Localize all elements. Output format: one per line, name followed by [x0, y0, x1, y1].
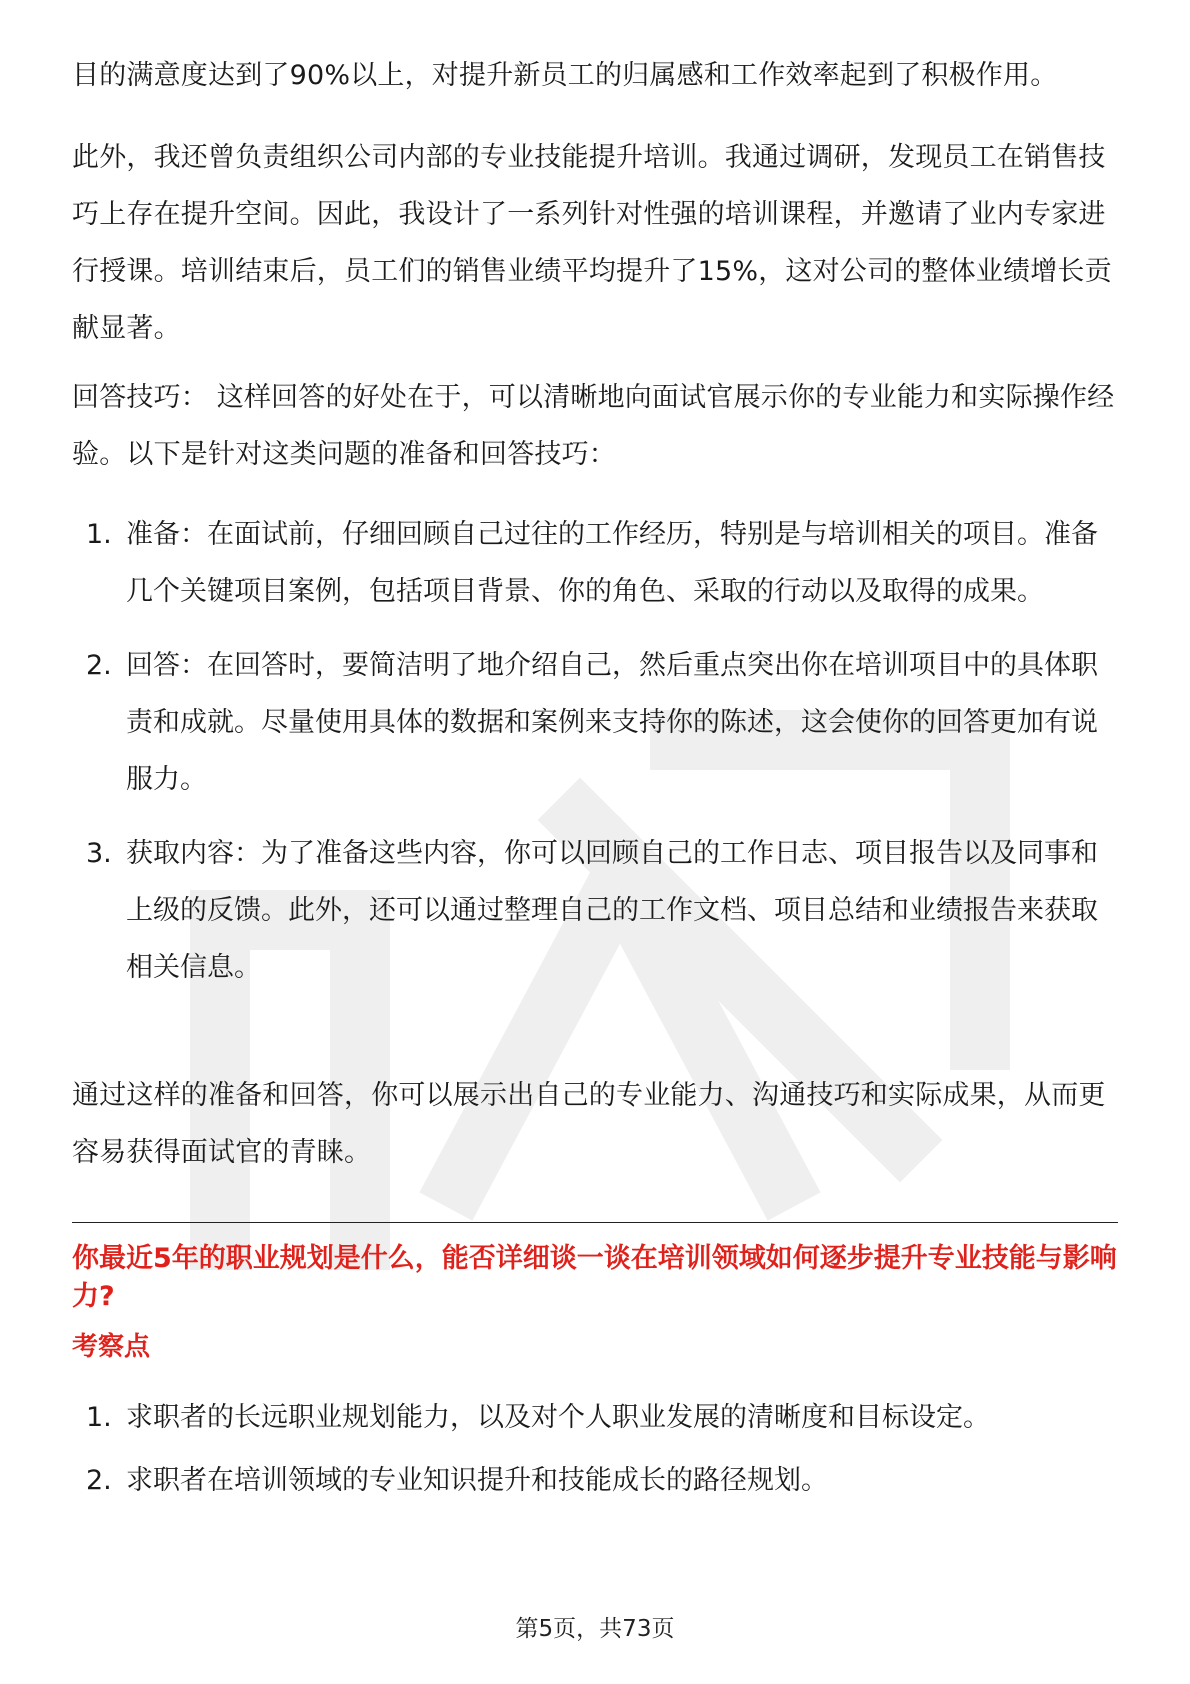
question-title: 你最近5年的职业规划是什么，能否详细谈一谈在培训领域如何逐步提升专业技能与影响力? — [72, 1243, 1117, 1312]
tips-list — [72, 506, 1118, 996]
list-item — [72, 825, 1118, 996]
list-item-text: 准备：在面试前，仔细回顾自己过往的工作经历，特别是与培训相关的项目。准备几个关键项目案例，包括项目背景、你的角色、采取的行动以及取得的成果。 — [126, 519, 1098, 607]
list-item-text: 求职者的长远职业规划能力，以及对个人职业发展的清晰度和目标设定。 — [126, 1402, 990, 1433]
list-item — [72, 1389, 1118, 1446]
list-item — [72, 1452, 1118, 1509]
section-divider — [72, 1222, 1118, 1223]
list-number: 2. — [86, 1465, 112, 1496]
list-item-text: 获取内容：为了准备这些内容，你可以回顾自己的工作日志、项目报告以及同事和上级的反馈。此外，还可以通过整理自己的工作文档、项目总结和业绩报告来获取相关信息。 — [126, 838, 1098, 983]
assessment-points-list — [72, 1389, 1118, 1509]
page-footer: 第5页，共73页 — [515, 1616, 675, 1642]
section-heading: 考察点 — [72, 1332, 151, 1362]
list-item — [72, 506, 1118, 620]
list-item-text: 求职者在培训领域的专业知识提升和技能成长的路径规划。 — [126, 1465, 828, 1496]
list-number: 1. — [86, 519, 112, 550]
list-number: 2. — [86, 650, 112, 681]
paragraph-intro: 目的满意度达到了90%以上，对提升新员工的归属感和工作效率起到了积极作用。 — [72, 60, 1058, 91]
paragraph-conclusion: 通过这样的准备和回答，你可以展示出自己的专业能力、沟通技巧和实际成果，从而更容易获得面试官的青睐。 — [72, 1080, 1106, 1168]
list-number: 1. — [86, 1402, 112, 1433]
list-item — [72, 637, 1118, 808]
paragraph-answer-tips: 回答技巧： 这样回答的好处在于，可以清晰地向面试官展示你的专业能力和实际操作经验。以下是针对这类问题的准备和回答技巧： — [72, 382, 1115, 470]
list-item-text: 回答：在回答时，要简洁明了地介绍自己，然后重点突出你在培训项目中的具体职责和成就。尽量使用具体的数据和案例来支持你的陈述，这会使你的回答更加有说服力。 — [126, 650, 1098, 795]
paragraph-skills-training: 此外，我还曾负责组织公司内部的专业技能提升培训。我通过调研，发现员工在销售技巧上存在提升空间。因此，我设计了一系列针对性强的培训课程，并邀请了业内专家进行授课。培训结束后，员工们的销售业绩平均提升了15%，这对公司的整体业绩增长贡献显著。 — [72, 142, 1112, 344]
list-number: 3. — [86, 838, 112, 869]
